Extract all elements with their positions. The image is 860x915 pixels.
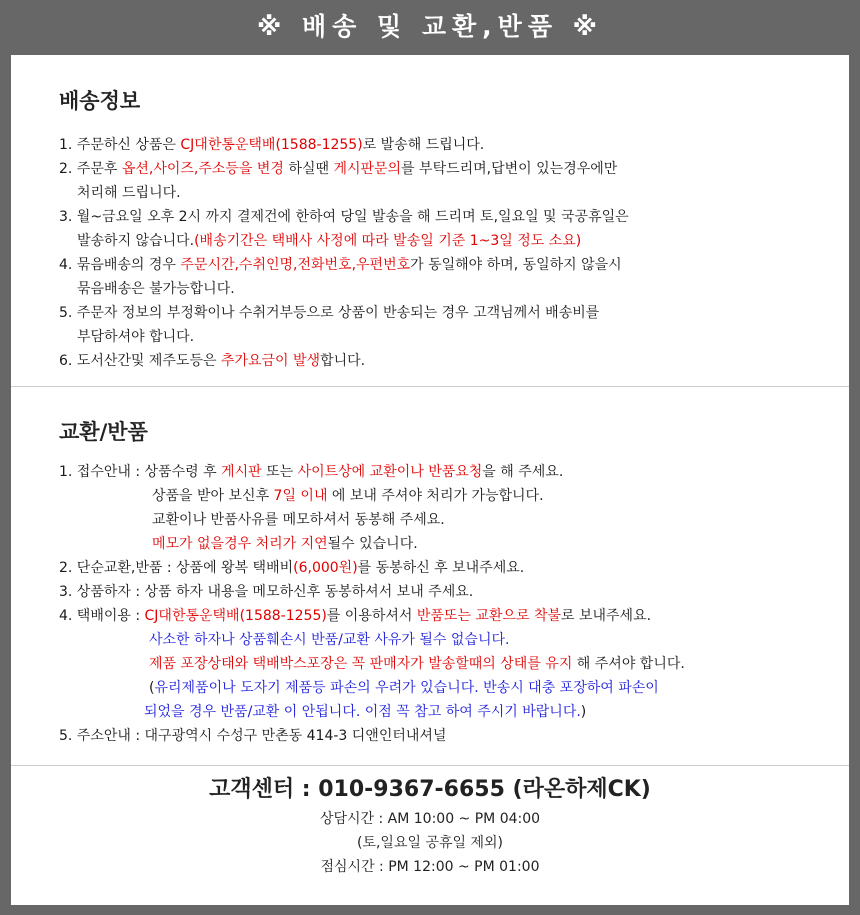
text: 를 부탁드리며,답변이 있는경우에만 [401,161,618,177]
shipping-item-1 [59,133,484,157]
shipping-item-5: 5. 주문자 정보의 부정확이나 수취거부등으로 상품이 반송되는 경우 고객님께서 배송비를 [59,305,600,321]
highlight-red: (6,000원) [293,560,358,576]
returns-item-1 [59,460,563,484]
section-divider [11,386,849,387]
customer-center: 고객센터 : 010-9367-6655 (라온하제CK) [209,777,651,802]
highlight-blue: 유리제품이나 도자기 제품등 파손의 우려가 있습니다. 반송시 대충 포장하여 파손이 [154,680,659,696]
text: 를 이용하셔서 [326,608,417,624]
highlight-red: 옵션,사이즈,주소등을 변경 [121,161,284,177]
highlight-red: CJ대한통운택배(1588-1255) [180,137,363,153]
shipping-item-2 [59,157,617,181]
text: 4. 묶음배송의 경우 [59,257,181,273]
text: ) [580,704,587,720]
returns-item-4-cont-d [144,700,586,724]
text: 1. 접수안내 : 상품수령 후 [59,464,222,480]
highlight-red: 제품 포장상태와 택배박스포장은 꼭 판매자가 발송할때의 상태를 유지 [149,656,573,672]
text: 하실땐 [283,161,334,177]
shipping-title: 배송정보 [59,89,141,113]
text: 2. 주문후 [59,161,122,177]
returns-item-4-cont-b [149,652,685,676]
page-banner: ※ 배송 및 교환,반품 ※ [257,12,603,41]
policy-panel [11,55,849,905]
highlight-red: 사이트상에 교환이나 반품요청 [297,464,483,480]
section-divider [11,765,849,766]
highlight-red: 주문시간,수취인명,전화번호,우편번호 [180,257,411,273]
text: 발송하지 않습니다. [77,233,195,249]
text: 1. 주문하신 상품은 [59,137,181,153]
holiday-note: (토,일요일 공휴일 제외) [357,835,503,851]
contact-footer [11,773,849,879]
returns-item-3: 3. 상품하자 : 상품 하자 내용을 메모하신후 동봉하셔서 보내 주세요. [59,584,474,600]
highlight-red: 반품또는 교환으로 착불 [416,608,562,624]
text: 을 해 주세요. [482,464,564,480]
returns-item-1-cont-a [152,484,544,508]
text: 될수 있습니다. [327,536,418,552]
shipping-item-2-cont: 처리해 드립니다. [77,185,181,201]
text: 상품을 받아 보신후 [152,488,274,504]
text: 를 동봉하신 후 보내주세요. [357,560,525,576]
returns-item-1-cont-c [152,532,418,556]
text: 로 보내주세요. [561,608,652,624]
text: 합니다. [320,353,366,369]
highlight-red: 추가요금이 발생 [220,353,321,369]
returns-title: 교환/반품 [59,420,148,444]
text: 에 보내 주셔야 처리가 가능합니다. [327,488,544,504]
highlight-red: 7일 이내 [273,488,328,504]
returns-item-5: 5. 주소안내 : 대구광역시 수성구 만촌동 414-3 디앤인터내셔널 [59,728,447,744]
consult-hours: 상담시간 : AM 10:00 ~ PM 04:00 [319,811,541,827]
highlight-red: 게시판 [221,464,262,480]
highlight-red: CJ대한통운택배(1588-1255) [144,608,327,624]
returns-item-2 [59,556,524,580]
text: 해 주셔야 합니다. [572,656,685,672]
returns-item-1-cont-b: 교환이나 반품사유를 메모하셔서 동봉해 주세요. [152,512,445,528]
highlight-red: (배송기간은 택배사 사정에 따라 발송일 기준 1~3일 정도 소요) [194,233,582,249]
highlight-red: 메모가 없을경우 처리가 지연 [152,536,328,552]
text: 가 동일해야 하며, 동일하지 않을시 [410,257,622,273]
lunch-hours: 점심시간 : PM 12:00 ~ PM 01:00 [320,859,540,875]
text: 로 발송해 드립니다. [362,137,485,153]
returns-item-4-cont-a: 사소한 하자나 상품훼손시 반품/교환 사유가 될수 없습니다. [149,632,510,648]
text: 2. 단순교환,반품 : 상품에 왕복 택배비 [59,560,294,576]
shipping-item-3: 3. 월~금요일 오후 2시 까지 결제건에 한하여 당일 발송을 해 드리며 토,일요일 및 국공휴일은 [59,209,629,225]
text: 6. 도서산간및 제주도등은 [59,353,221,369]
text: 또는 [261,464,298,480]
returns-item-4-cont-c [149,676,659,700]
text: 4. 택배이용 : [59,608,145,624]
returns-item-4 [59,604,651,628]
shipping-item-4 [59,253,622,277]
highlight-red: 게시판문의 [333,161,402,177]
shipping-item-5-cont: 부담하셔야 합니다. [77,329,195,345]
shipping-item-4-cont: 묶음배송은 불가능합니다. [77,281,235,297]
shipping-item-3-cont [77,229,581,253]
highlight-blue: 되었을 경우 반품/교환 이 안됩니다. 이점 꼭 참고 하여 주시기 바랍니다. [144,704,581,720]
text: ( [149,680,155,696]
shipping-item-6 [59,349,365,373]
